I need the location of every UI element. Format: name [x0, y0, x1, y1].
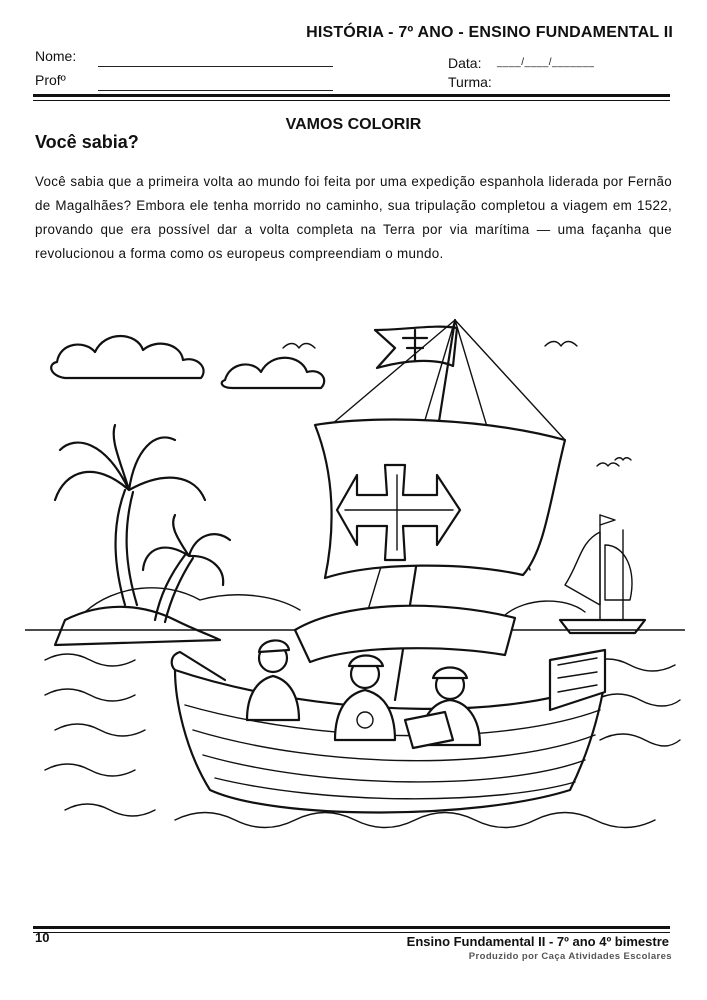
footer-credit: Produzido por Caça Atividades Escolares — [468, 951, 672, 962]
turma-label: Turma: — [448, 74, 492, 90]
footer-course: Ensino Fundamental II - 7º ano 4º bimestre — [406, 934, 669, 949]
nome-line[interactable] — [98, 66, 333, 67]
worksheet-title: HISTÓRIA - 7º ANO - ENSINO FUNDAMENTAL II — [306, 24, 673, 41]
palm-leaves — [55, 425, 205, 500]
footer-divider — [33, 926, 670, 929]
footer-divider-thin — [33, 932, 670, 933]
nome-label: Nome: — [35, 48, 77, 64]
prof-line[interactable] — [98, 90, 333, 91]
page-number: 10 — [35, 930, 50, 945]
subtitle: Você sabia? — [35, 132, 139, 152]
palm-trunk — [116, 490, 137, 605]
cross-icon — [403, 330, 427, 360]
main-sail — [315, 420, 565, 578]
lower-sail — [295, 606, 515, 662]
bird-icon — [283, 344, 315, 349]
bird-icon — [545, 342, 577, 347]
bird-icon — [597, 463, 619, 466]
cloud-left — [51, 336, 203, 378]
data-blank[interactable]: ____/____/_______ — [497, 57, 595, 68]
prof-label: Profº — [35, 72, 66, 88]
ship-coloring-illustration — [25, 300, 685, 845]
distant-ship — [560, 620, 645, 633]
info-paragraph: Você sabia que a primeira volta ao mundo foi feita por uma expedição espanhola liderada por Fernão de Magalhães? Embora ele tenha morrido no caminho, sua tripulação completou a viagem em 1522, provando que era possível dar a volta completa na Terra por via marítima — uma façanha que revolucionou a forma como os europeus compreendiam o mundo. — [35, 174, 672, 261]
bird-icon — [615, 458, 631, 460]
boat-hull — [175, 670, 605, 813]
cloud-middle — [222, 358, 324, 388]
header-divider-thin — [33, 100, 670, 101]
section-title: VAMOS COLORIR — [285, 116, 422, 133]
palm-leaves-small — [143, 515, 230, 585]
sailor-middle — [335, 656, 395, 741]
sailor-left — [247, 640, 299, 720]
data-label: Data: — [448, 55, 482, 71]
header-divider — [33, 94, 670, 97]
island — [55, 607, 220, 645]
